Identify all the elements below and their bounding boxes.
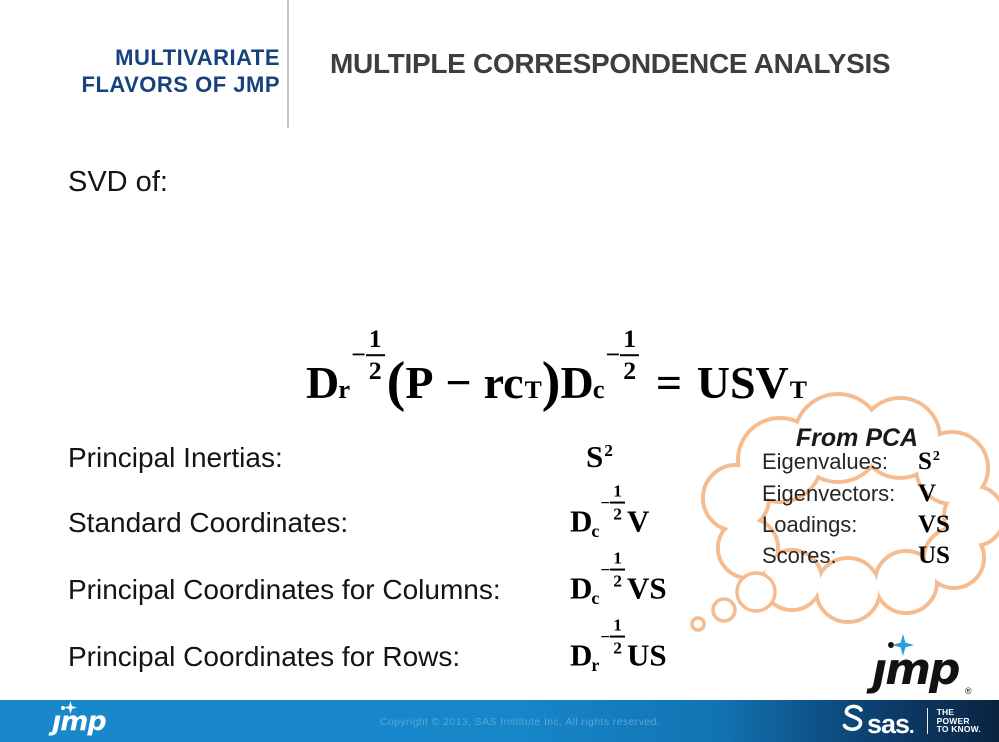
cloud-item-label: Loadings:: [762, 512, 858, 537]
jmp-wordmark: [872, 644, 958, 696]
formula-sub-r: r: [591, 654, 600, 675]
cloud-item-value: [918, 449, 940, 474]
equals-sign: =: [655, 357, 683, 408]
sas-logo: [840, 703, 915, 739]
row-formula: [586, 441, 613, 472]
cloud-item: [762, 543, 950, 569]
cloud-item-label: Eigenvalues:: [762, 449, 888, 474]
slide-title: MULTIPLE CORRESPONDENCE ANALYSIS: [330, 48, 891, 79]
formula-exponent2: [606, 325, 640, 386]
list-row: [68, 548, 667, 614]
row-label: Standard Coordinates:: [68, 506, 349, 538]
cloud-item-value: V: [918, 480, 937, 507]
transpose-sup2: T: [789, 375, 807, 404]
formula-P: P: [405, 357, 434, 408]
cloud-title: From PCA: [795, 424, 919, 452]
brand-line1: MULTIVARIATE: [115, 45, 280, 70]
footer-divider: [927, 708, 928, 734]
formula-sub-r: r: [338, 374, 351, 404]
rparen: ): [541, 351, 561, 414]
thought-bubble: [680, 392, 999, 644]
formula-sub-c: c: [591, 520, 600, 541]
formula-US: US: [626, 637, 667, 673]
cloud-item-value: US: [918, 542, 950, 569]
value-sup: 2: [932, 449, 940, 465]
copyright-text: Copyright © 2013, SAS Institute Inc. All rights reserved.: [379, 716, 661, 728]
cloud-item-value: VS: [918, 511, 950, 538]
formula-exponent: [351, 325, 385, 386]
list-row: [68, 441, 613, 474]
frac-num: 1: [610, 549, 625, 571]
formula-D2: D: [560, 357, 594, 408]
formula-sub-c: c: [591, 587, 600, 608]
brand-logo: [30, 44, 280, 98]
value-base: S: [918, 448, 932, 475]
frac-minus: −: [600, 627, 611, 647]
brand-line2: FLAVORS OF JMP: [81, 72, 280, 97]
fraction-half: [620, 325, 639, 386]
fraction-half: [610, 616, 625, 658]
jmp-mp: mp: [885, 644, 959, 695]
fraction-half: [610, 549, 625, 591]
row-formula: [570, 615, 667, 681]
formula-D: D: [570, 637, 593, 673]
row-label: Principal Coordinates for Rows:: [68, 640, 461, 672]
frac-minus: −: [600, 560, 611, 580]
row-label: Principal Inertias:: [68, 442, 283, 473]
cloud-item: [762, 512, 950, 538]
formula-D: D: [306, 357, 340, 408]
frac-num: 1: [620, 325, 639, 356]
formula-VS: VS: [626, 570, 667, 606]
transpose-sup: T: [524, 375, 542, 404]
formula-rc: rc: [483, 357, 524, 408]
row-formula: [570, 481, 650, 547]
header-divider: [287, 0, 289, 128]
list-row: [68, 615, 667, 681]
sas-brand-block: [840, 700, 981, 742]
jmp-logo: [872, 634, 982, 696]
formula-exponent: [600, 482, 625, 524]
frac-minus: −: [600, 493, 611, 513]
square-sup: 2: [604, 441, 613, 461]
formula-exponent: [600, 616, 625, 658]
sas-period: .: [909, 716, 915, 738]
formula-sub-c: c: [592, 374, 605, 404]
tagline-line: TO KNOW.: [936, 724, 981, 735]
tagline-line: POWER: [936, 715, 970, 726]
jmp-wordmark: [52, 706, 106, 738]
tagline-line: THE: [936, 707, 955, 718]
formula-exponent: [600, 549, 625, 591]
jmp-j: ȷ: [52, 706, 61, 737]
lparen: (: [386, 351, 406, 414]
formula-V: V: [626, 503, 650, 539]
frac-num: 1: [610, 616, 625, 638]
registered-mark: ®: [965, 686, 972, 696]
sas-tagline: [937, 708, 981, 734]
list-row: [68, 481, 650, 547]
formula-USV: USV: [696, 357, 789, 408]
jmp-mp: mp: [60, 706, 106, 737]
fraction-half: [366, 325, 385, 386]
footer-bar: [0, 700, 999, 742]
jmp-footer-logo: [52, 702, 122, 742]
fraction-half: [610, 482, 625, 524]
row-label: Principal Coordinates for Columns:: [68, 573, 501, 605]
sas-wordmark: sas: [866, 709, 910, 739]
jmp-j: ȷ: [872, 644, 886, 695]
formula-D: D: [570, 570, 593, 606]
cloud-item-label: Eigenvectors:: [762, 481, 896, 506]
svd-label: SVD of:: [68, 166, 168, 198]
frac-num: 1: [366, 325, 385, 356]
frac-den: 2: [623, 356, 637, 386]
frac-den: 2: [368, 356, 382, 386]
cloud-item: [762, 481, 936, 507]
frac-minus: −: [351, 340, 366, 370]
frac-num: 1: [610, 482, 625, 504]
frac-den: 2: [613, 638, 622, 658]
cloud-item: [762, 449, 940, 475]
cloud-item-label: Scores:: [762, 543, 837, 568]
sas-swirl-icon: [840, 703, 866, 733]
row-formula: [570, 548, 667, 614]
frac-minus: −: [605, 340, 621, 370]
frac-den: 2: [613, 571, 622, 591]
formula-D: D: [570, 503, 593, 539]
frac-den: 2: [613, 504, 622, 524]
minus-operator: −: [445, 357, 472, 408]
formula-S: S: [586, 439, 604, 474]
